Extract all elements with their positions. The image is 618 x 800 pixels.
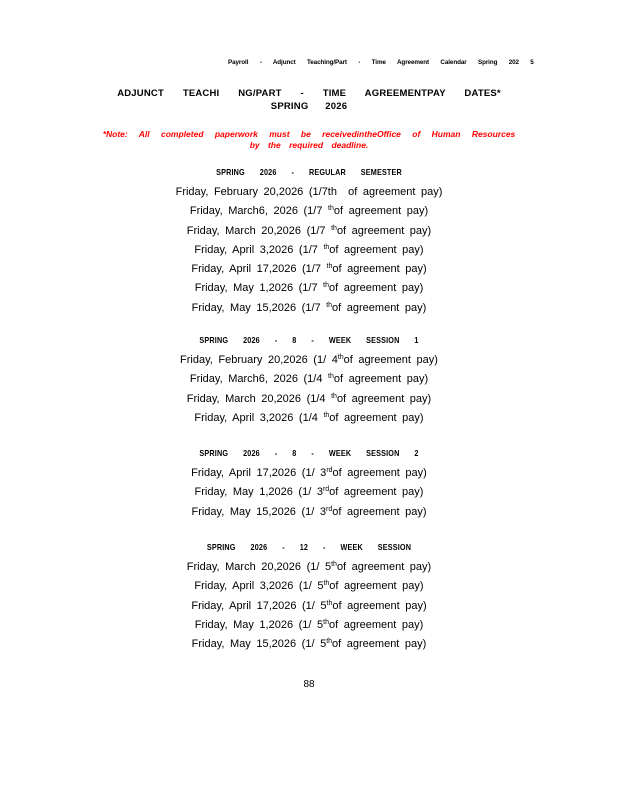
pay-date	[0, 409, 618, 428]
pay-date-text: Friday, May 1,2026 (1/7	[194, 282, 324, 295]
pay-date	[0, 503, 618, 522]
ordinal-suffix: th	[328, 373, 334, 381]
pay-date	[0, 483, 618, 502]
pay-date-text: of agreement pay)	[333, 205, 429, 218]
pay-date-text: of agreement pay)	[336, 224, 432, 237]
pay-date	[0, 241, 618, 260]
ordinal-suffix: rd	[326, 467, 333, 474]
pay-date	[0, 299, 618, 318]
pay-date-text: of agreement pay)	[332, 467, 427, 479]
pay-date-text: Friday, March 20,2026 (1/ 5	[186, 561, 332, 573]
section-header-8-week-session-1: SPRING 2026 - 8 - WEEK SESSION 1	[199, 335, 419, 345]
pay-date	[0, 183, 618, 202]
pay-date-text: of agreement pay)	[329, 486, 424, 499]
page-subtitle: SPRING 2026	[270, 101, 348, 112]
pay-date-text: of agreement pay)	[336, 392, 432, 405]
ordinal-suffix: th	[323, 618, 329, 626]
pay-date	[0, 597, 618, 616]
pay-date-text: of agreement pay)	[332, 599, 427, 612]
pay-dates-regular-semester	[0, 183, 618, 318]
pay-date-text: Friday, April 17,2026 (1/ 3	[191, 467, 327, 479]
ordinal-suffix: th	[323, 411, 330, 419]
pay-date	[0, 390, 618, 409]
ordinal-suffix: th	[326, 599, 333, 607]
pay-date-text: of agreement pay)	[332, 505, 427, 518]
pay-date	[0, 464, 618, 483]
pay-date	[0, 635, 618, 654]
pay-dates-8-week-session-2	[0, 464, 618, 522]
hr-deadline-note-line1: *Note: All completed paperwork must be receivedintheOffice of Human Resources	[102, 129, 516, 139]
pay-date-text: of agreement pay)	[336, 561, 432, 573]
pay-date-text: Friday, February 20,2026 (1/ 4	[180, 354, 338, 366]
pay-date	[0, 260, 618, 279]
pay-date-text: Friday, May 1,2026 (1/ 3	[194, 486, 323, 499]
pay-date	[0, 222, 618, 241]
pay-date-text: Friday, April 3,2026 (1/ 5	[194, 580, 324, 593]
pay-date-text: of agreement pay)	[343, 354, 438, 366]
pay-dates-12-week-session	[0, 558, 618, 654]
pay-date-text: Friday, March 20,2026 (1/4	[186, 392, 332, 405]
ordinal-suffix: th	[331, 224, 337, 232]
pay-date-text: of agreement pay)	[329, 243, 424, 256]
pay-date-text: Friday, May 1,2026 (1/ 5	[194, 618, 324, 631]
ordinal-suffix: rd	[326, 505, 333, 513]
running-header: Payroll - Adjunct Teaching/Part - Time Agreement Calendar Spring 202 5	[228, 59, 534, 66]
pay-date-text: of agreement pay)	[333, 373, 429, 386]
page-title: ADJUNCT TEACHI NG/PART - TIME AGREEMENTPAY DATES*	[117, 88, 501, 99]
pay-date	[0, 558, 618, 577]
section-header-regular-semester: SPRING 2026 - REGULAR SEMESTER	[216, 167, 402, 177]
ordinal-suffix: th	[323, 243, 330, 251]
pay-date-text: Friday, April 3,2026 (1/4	[194, 411, 324, 424]
ordinal-suffix: rd	[322, 486, 330, 494]
ordinal-suffix: th	[328, 205, 334, 213]
pay-date	[0, 202, 618, 221]
pay-date-text: of agreement pay)	[328, 282, 424, 295]
pay-date	[0, 351, 618, 370]
ordinal-suffix: th	[326, 301, 333, 309]
pay-date	[0, 279, 618, 298]
ordinal-suffix: th	[323, 580, 330, 588]
pay-date-text: Friday, April 3,2026 (1/7	[194, 243, 324, 256]
pay-date	[0, 616, 618, 635]
pay-date-text: Friday, April 17,2026 (1/7	[191, 263, 327, 276]
pay-date	[0, 577, 618, 596]
hr-deadline-note-line2: by the required deadline.	[249, 140, 369, 150]
ordinal-suffix: th	[326, 263, 333, 271]
pay-date-text: Friday, May 15,2026 (1/7	[191, 301, 327, 314]
pay-date-text: of agreement pay)	[332, 638, 427, 651]
pay-dates-8-week-session-1	[0, 351, 618, 428]
pay-date-text: Friday, March6, 2026 (1/7	[189, 205, 329, 218]
pay-date-text: Friday, May 15,2026 (1/ 5	[191, 638, 327, 651]
ordinal-suffix: th	[331, 561, 337, 568]
pay-date-text: Friday, March 20,2026 (1/7	[186, 224, 332, 237]
page-number: 88	[303, 679, 315, 690]
pay-date-text: of agreement pay)	[332, 301, 427, 314]
pay-date-text: Friday, March6, 2026 (1/4	[189, 373, 329, 386]
pay-date-text: of agreement pay)	[332, 263, 427, 276]
ordinal-suffix: th	[331, 392, 337, 400]
pay-date-text: of agreement pay)	[329, 411, 424, 424]
pay-date-text: Friday, February 20,2026 (1/7th of agreement pay)	[175, 186, 443, 198]
pay-date-text: Friday, May 15,2026 (1/ 3	[191, 505, 326, 518]
section-header-12-week-session: SPRING 2026 - 12 - WEEK SESSION	[206, 542, 412, 552]
ordinal-suffix: th	[337, 354, 344, 361]
pay-date	[0, 370, 618, 389]
pay-date-text: Friday, April 17,2026 (1/ 5	[191, 599, 327, 612]
ordinal-suffix: th	[326, 638, 333, 646]
ordinal-suffix: th	[323, 282, 329, 290]
pay-date-text: of agreement pay)	[328, 618, 424, 631]
pay-date-text: of agreement pay)	[329, 580, 424, 593]
section-header-8-week-session-2: SPRING 2026 - 8 - WEEK SESSION 2	[199, 448, 419, 458]
